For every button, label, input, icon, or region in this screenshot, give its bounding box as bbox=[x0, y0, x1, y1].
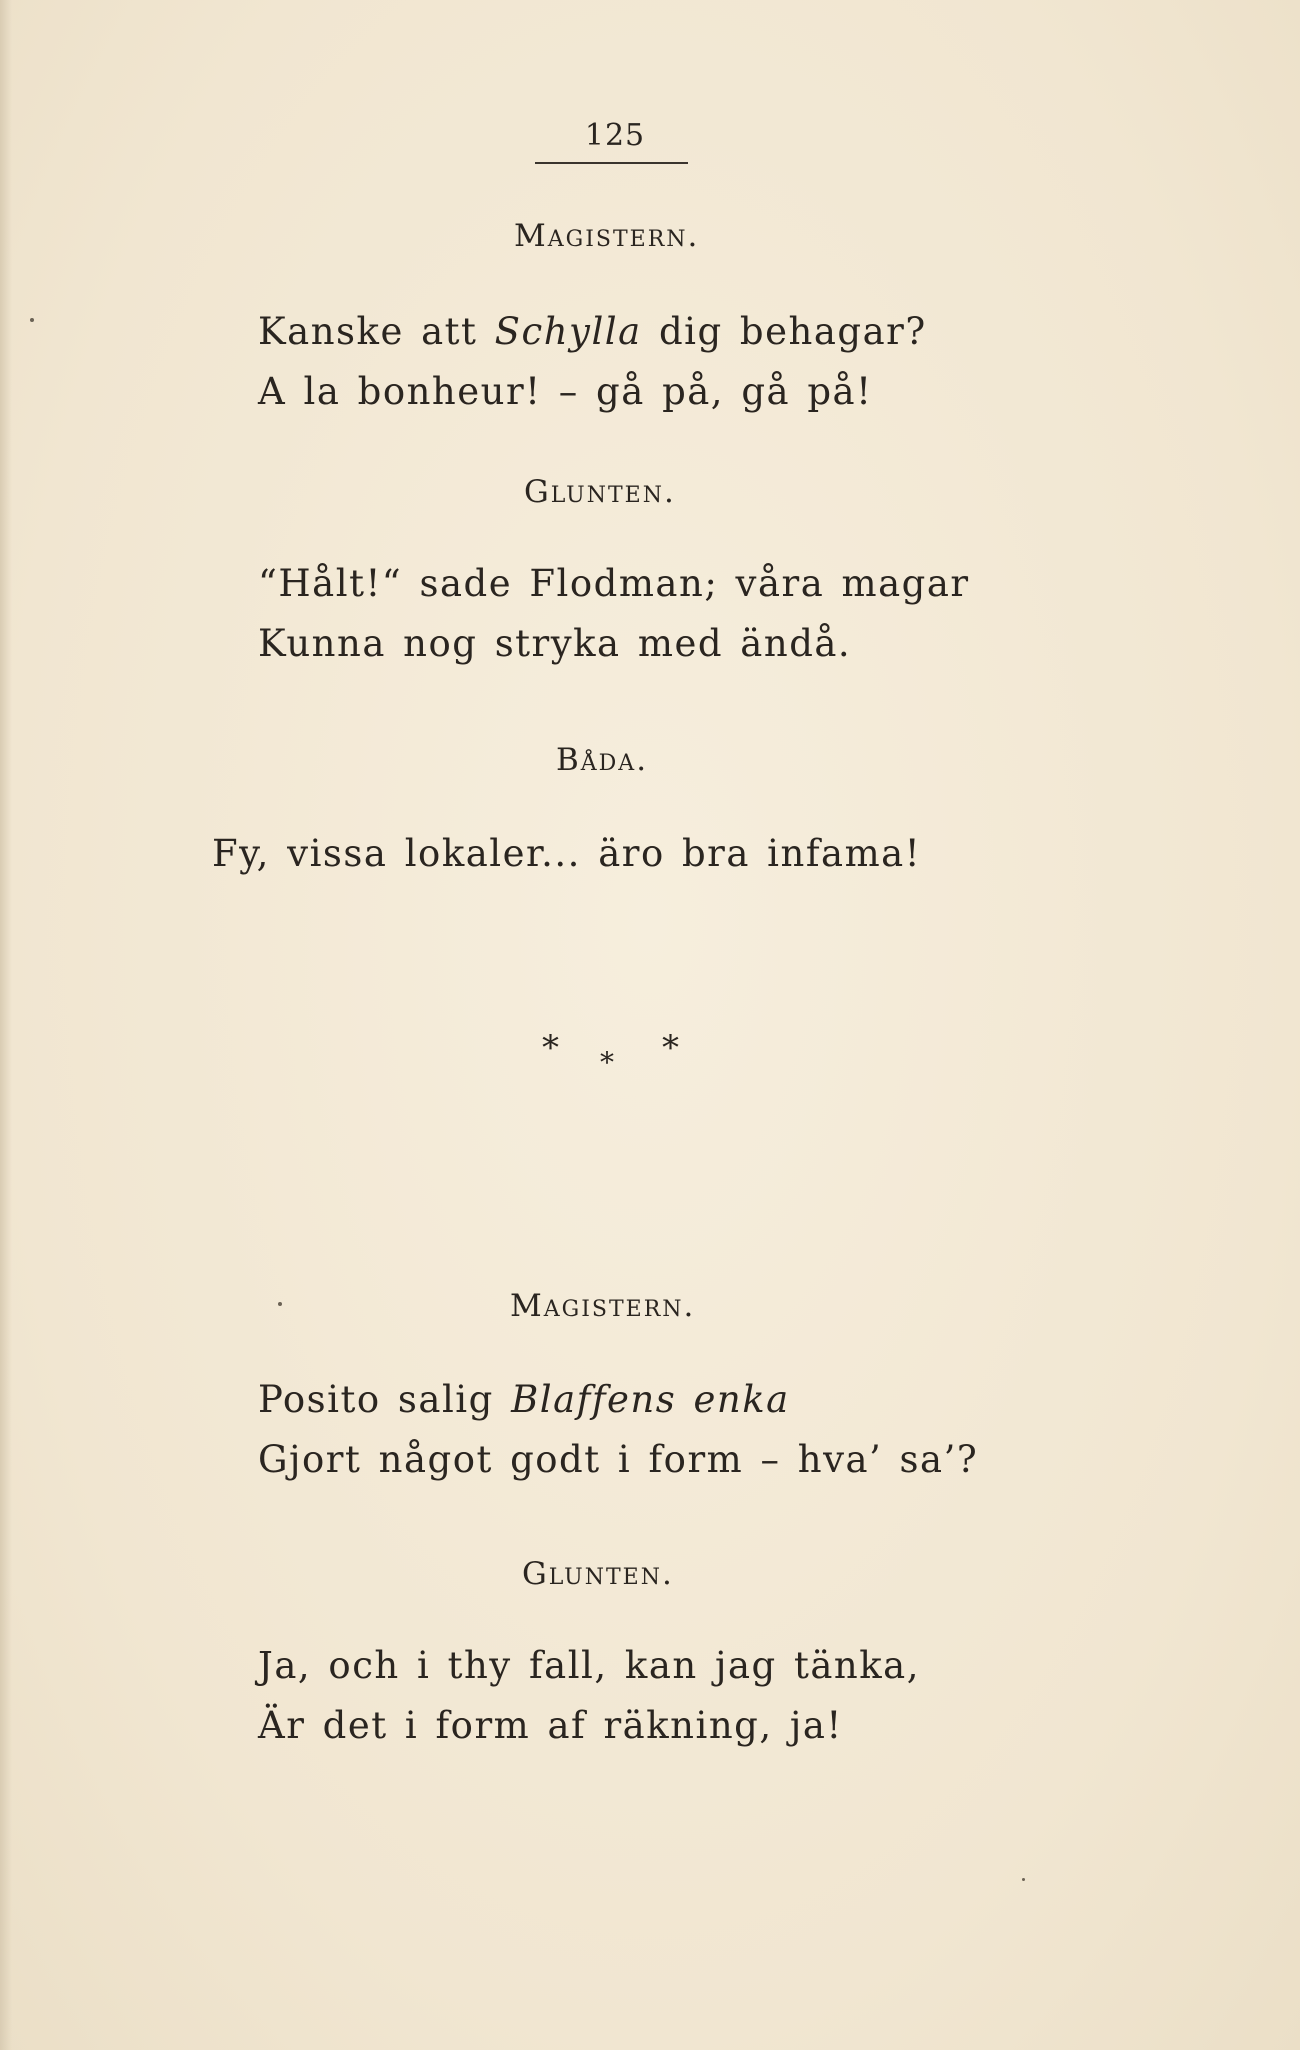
verse-line: Fy, vissa lokaler... äro bra infama! bbox=[212, 832, 922, 875]
asterisk: * bbox=[542, 1028, 559, 1068]
asterisk: * bbox=[600, 1046, 614, 1079]
verse-line: Posito salig Blaffens enka bbox=[258, 1378, 790, 1421]
paper-speck bbox=[278, 1302, 282, 1306]
speaker-heading: Magistern. bbox=[510, 1288, 696, 1324]
verse-line: Kanske att Schylla dig behagar? bbox=[258, 310, 927, 353]
section-break bbox=[530, 1025, 730, 1085]
verse-line: A la bonheur! – gå på, gå på! bbox=[258, 370, 873, 413]
speaker-heading: Glunten. bbox=[524, 474, 676, 510]
header-rule bbox=[535, 162, 688, 164]
verse-line: “Hålt!“ sade Flodman; våra magar bbox=[258, 562, 970, 605]
paper-speck bbox=[1022, 1878, 1025, 1881]
verse-line: Gjort något godt i form – hva’ sa’? bbox=[258, 1438, 979, 1481]
speaker-heading: Magistern. bbox=[514, 218, 700, 254]
speaker-heading: Båda. bbox=[556, 742, 649, 778]
verse-line: Ja, och i thy fall, kan jag tänka, bbox=[258, 1644, 920, 1687]
verse-line: Kunna nog stryka med ändå. bbox=[258, 622, 852, 665]
verse-line: Är det i form af räkning, ja! bbox=[258, 1704, 843, 1747]
page-number: 125 bbox=[584, 118, 646, 153]
paper-speck bbox=[30, 318, 34, 322]
asterisk: * bbox=[662, 1028, 679, 1068]
page-edge-shadow bbox=[0, 0, 12, 2050]
speaker-heading: Glunten. bbox=[522, 1556, 674, 1592]
